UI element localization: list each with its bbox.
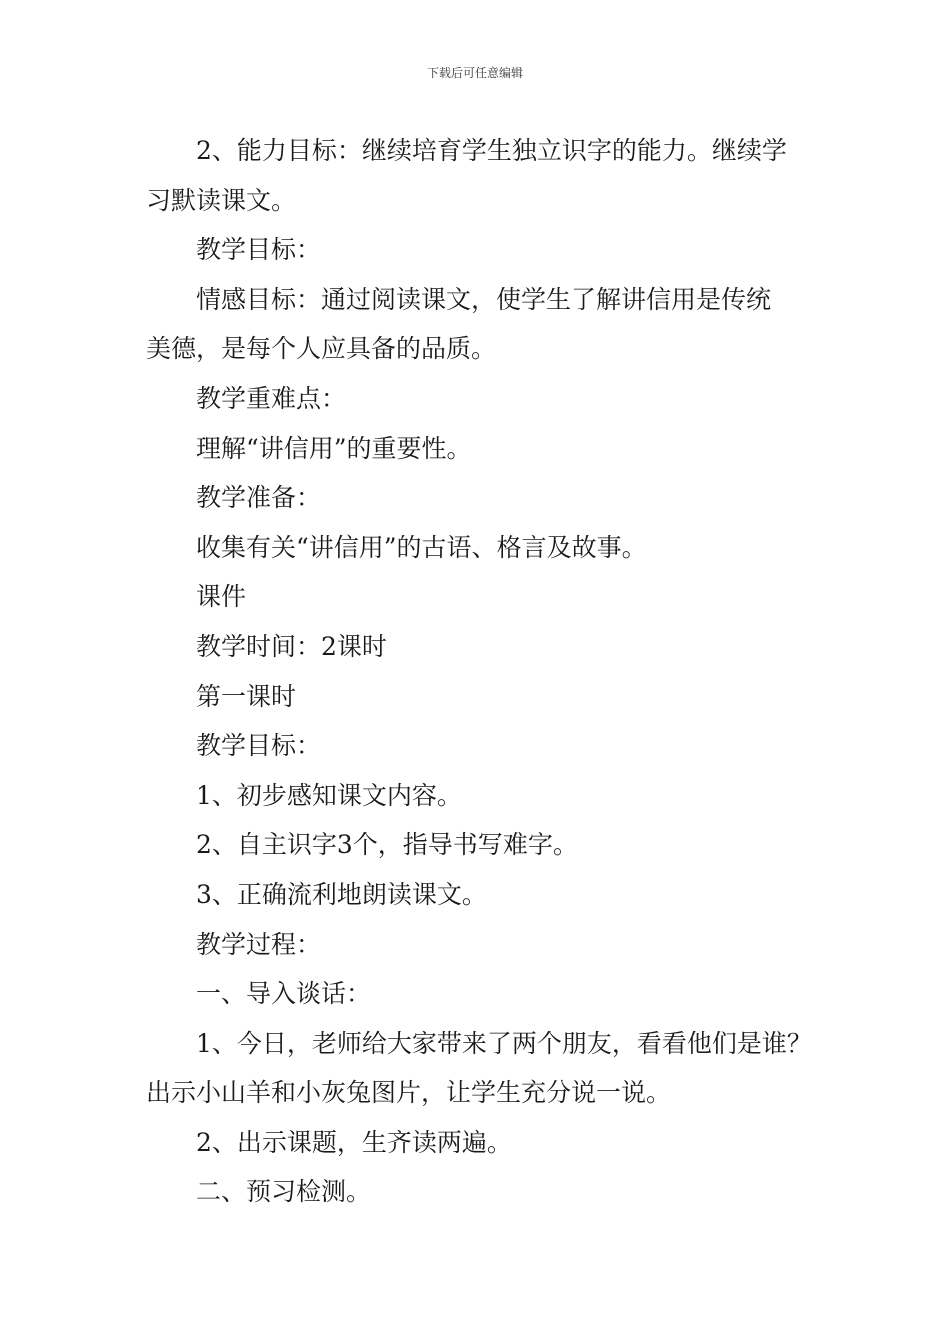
paragraph-continuation: 出示小山羊和小灰兔图片，让学生充分说一说。: [146, 1078, 672, 1108]
heading-preview-check: 二、预习检测。: [196, 1177, 372, 1207]
paragraph-intro-step-2: 2、出示课题，生齐读两遍。: [196, 1127, 512, 1157]
paragraph-continuation: 习默读课文。: [146, 185, 297, 215]
heading-teaching-process: 教学过程：: [196, 929, 322, 959]
paragraph-ability-goal: 2、能力目标：继续培育学生独立识字的能力。继续学 习默读课文。: [146, 126, 836, 225]
list-item-goal-1: 1、初步感知课文内容。: [196, 780, 462, 810]
paragraph-continuation: 美德，是每个人应具备的品质。: [146, 334, 497, 364]
heading-preparation: 教学准备：: [196, 483, 322, 513]
heading-teaching-goal-2: 教学目标：: [196, 731, 322, 761]
page-header-note: 下载后可任意编辑: [426, 66, 523, 80]
heading-key-points: 教学重难点：: [196, 383, 347, 413]
paragraph-intro-step-1: 1、今日，老师给大家带来了两个朋友，看看他们是谁？ 出示小山羊和小灰兔图片，让学生充分说一说。: [146, 1019, 836, 1118]
document-body: [146, 126, 836, 1217]
heading-teaching-goal: 教学目标：: [196, 235, 322, 265]
paragraph-courseware: 课件: [196, 582, 247, 612]
heading-first-lesson: 第一课时: [196, 681, 297, 711]
list-item-goal-3: 3、正确流利地朗读课文。: [196, 879, 487, 909]
heading-intro-talk: 一、导入谈话：: [196, 979, 372, 1009]
paragraph-teaching-time: 教学时间：2课时: [196, 631, 387, 661]
paragraph-preparation: 收集有关“讲信用”的古语、格言及故事。: [196, 532, 647, 562]
list-item-goal-2: 2、自主识字3个，指导书写难字。: [196, 830, 578, 860]
paragraph-emotion-goal: 情感目标：通过阅读课文，使学生了解讲信用是传统 美德，是每个人应具备的品质。: [146, 275, 836, 374]
paragraph-key-point: 理解“讲信用”的重要性。: [196, 433, 472, 463]
